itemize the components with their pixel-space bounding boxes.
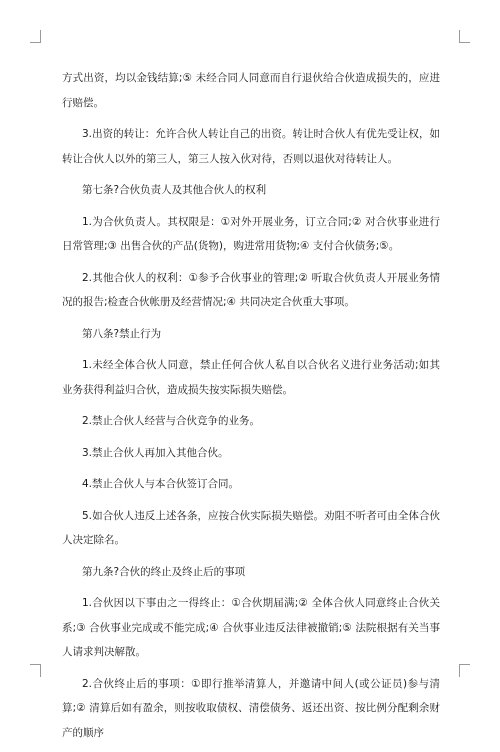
paragraph-8-1: 1.未经全体合伙人同意，禁止任何合伙人私自以合伙名义进行业务活动;如其业务获得利益归合伙，造成损失按实际损失赔偿。 <box>62 359 440 396</box>
paragraph-8-2: 2.禁止合伙人经营与合伙竞争的业务。 <box>82 415 261 427</box>
crop-mark-top-left <box>30 30 41 43</box>
crop-mark-bottom-right <box>459 664 470 677</box>
paragraph-transfer-of-capital: 3.出资的转让：允许合伙人转让自己的出资。转让时合伙人有优先受让权，如转让合伙人以外的第三人，第三人按入伙对待，否则以退伙对待转让人。 <box>62 128 440 165</box>
paragraph-continuation: 方式出资，均以金钱结算;⑤ 未经合同人同意而自行退伙给合伙造成损失的，应进行赔偿。 <box>62 72 440 109</box>
article-7-heading: 第七条?合伙负责人及其他合伙人的权利 <box>82 184 267 196</box>
paragraph-7-1: 1.为合伙负责人。其权限是：①对外开展业务，订立合同;② 对合伙事业进行日常管理;③ 出售合伙的产品(货物)，购进常用货物;④ 支付合伙债务;⑤。 <box>62 215 440 252</box>
paragraph-9-1: 1.合伙因以下事由之一得终止：①合伙期届满;② 全体合伙人同意终止合伙关系;③ 合伙事业完成或不能完成;④ 合伙事业违反法律被撤销;⑤ 法院根据有关当事人请求判决解散。 <box>62 597 440 658</box>
article-8-heading: 第八条?禁止行为 <box>82 327 162 340</box>
paragraph-9-2: 2.合伙终止后的事项：①即行推举清算人，并邀请中间人(或公证员)参与清算;② 清算后如有盈余，则按收取债权、清偿债务、返还出资、按比例分配剩余财产的顺序 <box>62 677 440 739</box>
paragraph-8-5: 5.如合伙人违反上述各条，应按合伙实际损失赔偿。劝阻不听者可由全体合伙人决定除名。 <box>62 509 440 546</box>
crop-mark-bottom-left <box>30 664 41 677</box>
paragraph-8-3: 3.禁止合伙人再加入其他合伙。 <box>82 446 229 459</box>
article-9-heading: 第九条?合伙的终止及终止后的事项 <box>82 565 246 578</box>
document-body <box>62 66 440 752</box>
paragraph-8-4: 4.禁止合伙人与本合伙签订合同。 <box>82 478 240 490</box>
paragraph-7-2: 2.其他合伙人的权利：①参予合伙事业的管理;② 听取合伙负责人开展业务情况的报告;检查合伙帐册及经营情况;④ 共同决定合伙重大事项。 <box>62 271 440 308</box>
crop-mark-top-right <box>459 30 470 43</box>
